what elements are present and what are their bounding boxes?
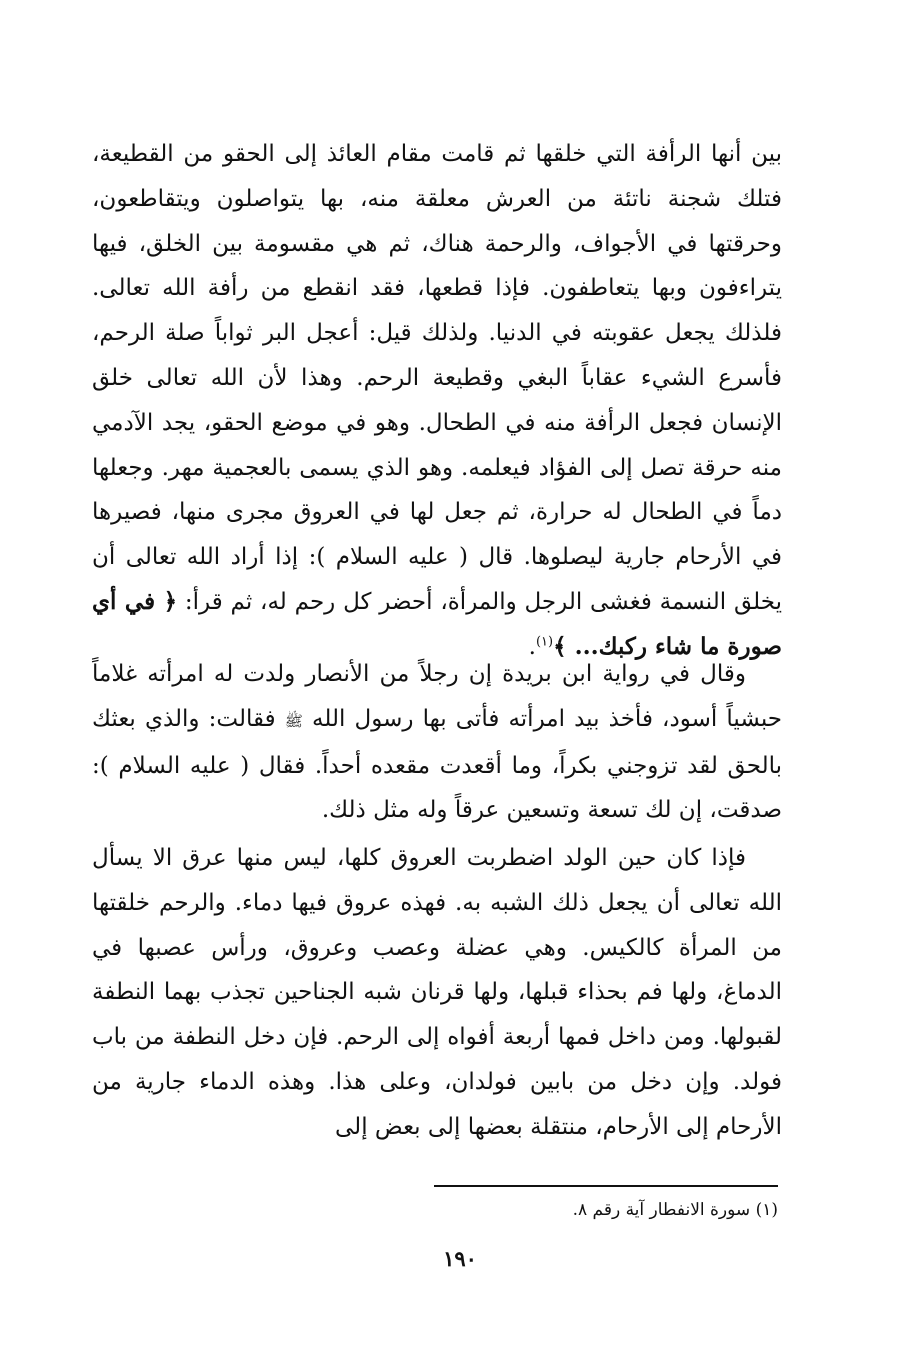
paragraph-2-after: فقالت: والذي بعثك بالحق لقد تزوجني بكراً، وما أقعدت مقعده أحداً. فقال ( عليه السلام ): صدقت، إن لك تسعة وتسعين عرقاً وله مثل ذلك. xyxy=(92,705,782,824)
paragraph-2 xyxy=(92,652,782,833)
footnote-marker: (١) xyxy=(755,1200,778,1220)
paragraph-1-text: بين أنها الرأفة التي خلقها ثم قامت مقام العائذ إلى الحقو من القطيعة، فتلك شجنة ناتئة من العرش معلقة منه، بها يتواصلون ويتقاطعون، وحرقتها في الأجواف، والرحمة هناك، ثم هي مقسومة بين الخلق، فيها يتراءفون وبها يتعاطفون. فإذا قطعها، فقد انقطع من رأفة الله تعالى. فلذلك يجعل عقوبته في الدنيا. ولذلك قيل: أعجل البر ثواباً صلة الرحم، فأسرع الشيء عقاباً البغي وقطيعة الرحم. وهذا لأن الله تعالى خلق الإنسان فجعل الرأفة منه في الطحال. وهو في موضع الحقو، يجد الآدمي منه حرقة تصل إلى الفؤاد فيعلمه. وهو الذي يسمى بالعجمية مهر. وجعلها دماً في الطحال له حرارة، ثم جعل لها في العروق مجرى منها، فصيرها في الأرحام جارية ليصلوها. قال ( عليه السلام ): إذا أراد الله تعالى أن يخلق النسمة فغشى الرجل والمرأة، أحضر كل رحم له، ثم قرأ: xyxy=(92,141,782,615)
paragraph-1-end: . xyxy=(528,633,536,660)
salla-ligature: ﷺ xyxy=(284,711,303,730)
paragraph-3-text: فإذا كان حين الولد اضطربت العروق كلها، ليس منها عرق الا يسأل الله تعالى أن يجعل ذلك الشبه به. فهذه عروق فيها دماء. والرحم خلقتها من المرأة كالكيس. وهي عضلة وعصب وعروق، ورأس عصبها في الدماغ، ولها فم بحذاء قبلها، ولها قرنان شبه الجناحين تجذب بهما النطفة لقبولها. ومن داخل فمها أربعة أفواه إلى الرحم. فإن دخل النطفة من باب فولد. وإن دخل من بابين فولدان، وعلى هذا. وهذه الدماء جارية من الأرحام إلى الأرحام، منتقلة بعضها إلى بعض إلى xyxy=(92,845,782,1140)
paragraph-2-before: وقال في رواية ابن بريدة إن رجلاً من الأنصار ولدت له امرأته غلاماً حبشياً أسود، فأخذ بيد امرأته فأتى بها رسول الله xyxy=(92,661,783,732)
footnote-text: سورة الانفطار آية رقم ٨. xyxy=(572,1200,751,1220)
footnote xyxy=(300,1196,778,1224)
paragraph-3 xyxy=(92,836,782,1150)
paragraph-1 xyxy=(92,132,782,670)
quran-verse: ﴿ في أي صورة ما شاء ركبك... ﴾ xyxy=(92,587,782,660)
footnote-divider xyxy=(434,1185,778,1187)
footnote-reference: (١) xyxy=(535,634,554,650)
page-number: ١٩٠ xyxy=(443,1246,477,1271)
